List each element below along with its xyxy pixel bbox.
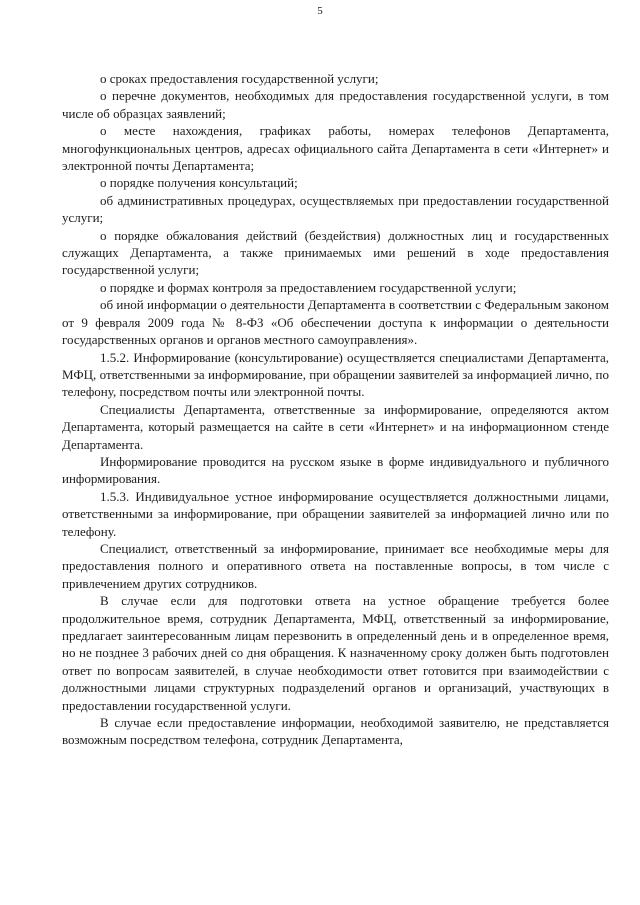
list-item: об административных процедурах, осуществляемых при предоставлении государственной услуги; xyxy=(62,192,609,226)
paragraph: В случае если предоставление информации, необходимой заявителю, не представляется возможным посредством телефона, сотрудник Департамента, xyxy=(62,715,609,748)
list-item: о месте нахождения, графиках работы, номерах телефонов Департамента, многофункциональных центров, адресах официального сайта Департамента в сети «Интернет» и электронной почты Департамента; xyxy=(62,123,609,174)
page-number: 5 xyxy=(317,5,323,17)
list-item: об иной информации о деятельности Департамента в соответствии с Федеральным законом от 9 февраля 2009 года № 8-ФЗ «Об обеспечении доступа к информации о деятельности государственных органов и органов местного самоуправления». xyxy=(62,297,609,348)
paragraph: Специалист, ответственный за информирование, принимает все необходимые меры для предоставления полного и оперативного ответа на поставленные вопросы, в том числе с привлечением других сотрудников. xyxy=(62,540,609,591)
paragraph: Информирование проводится на русском языке в форме индивидуального и публичного информирования. xyxy=(62,453,609,487)
paragraph: В случае если для подготовки ответа на устное обращение требуется более продолжительное время, сотрудник Департамента, МФЦ, ответственный за информирование, предлагает заинтересованным лицам перезвонить в определенный день и в определенное время, но не позднее 3 рабочих дней со дня обращения. К назначенному сроку должен быть подготовлен ответ по вопросам заявителей, в случае необходимости ответ готовится при взаимодействии с должностными лицами структурных подразделений органов и организаций, участвующих в предоставлении государственной услуги. xyxy=(62,593,609,713)
paragraph: 1.5.3. Индивидуальное устное информирование осуществляется должностными лицами, ответственными за информирование, при обращении заявителей за информацией лично или по телефону. xyxy=(62,488,609,539)
document-body xyxy=(62,70,609,749)
list-item: о порядке обжалования действий (бездействия) должностных лиц и государственных служащих Департамента, а также принимаемых ими решений в ходе предоставления государственной услуги; xyxy=(62,227,609,278)
list-item: о порядке получения консультаций; xyxy=(100,175,298,191)
paragraph: Специалисты Департамента, ответственные за информирование, определяются актом Департамента, который размещается на сайте в сети «Интернет» и на информационном стенде Департамента. xyxy=(62,401,609,452)
list-item: о сроках предоставления государственной услуги; xyxy=(100,71,379,86)
list-item: о перечне документов, необходимых для предоставления государственной услуги, в том числе об образцах заявлений; xyxy=(62,88,609,121)
paragraph: 1.5.2. Информирование (консультирование) осуществляется специалистами Департамента, МФЦ, ответственными за информирование, при обращении заявителей за информацией лично, по телефону, посредством почты или электронной почты. xyxy=(62,349,609,400)
list-item: о порядке и формах контроля за предоставлением государственной услуги; xyxy=(100,279,517,295)
